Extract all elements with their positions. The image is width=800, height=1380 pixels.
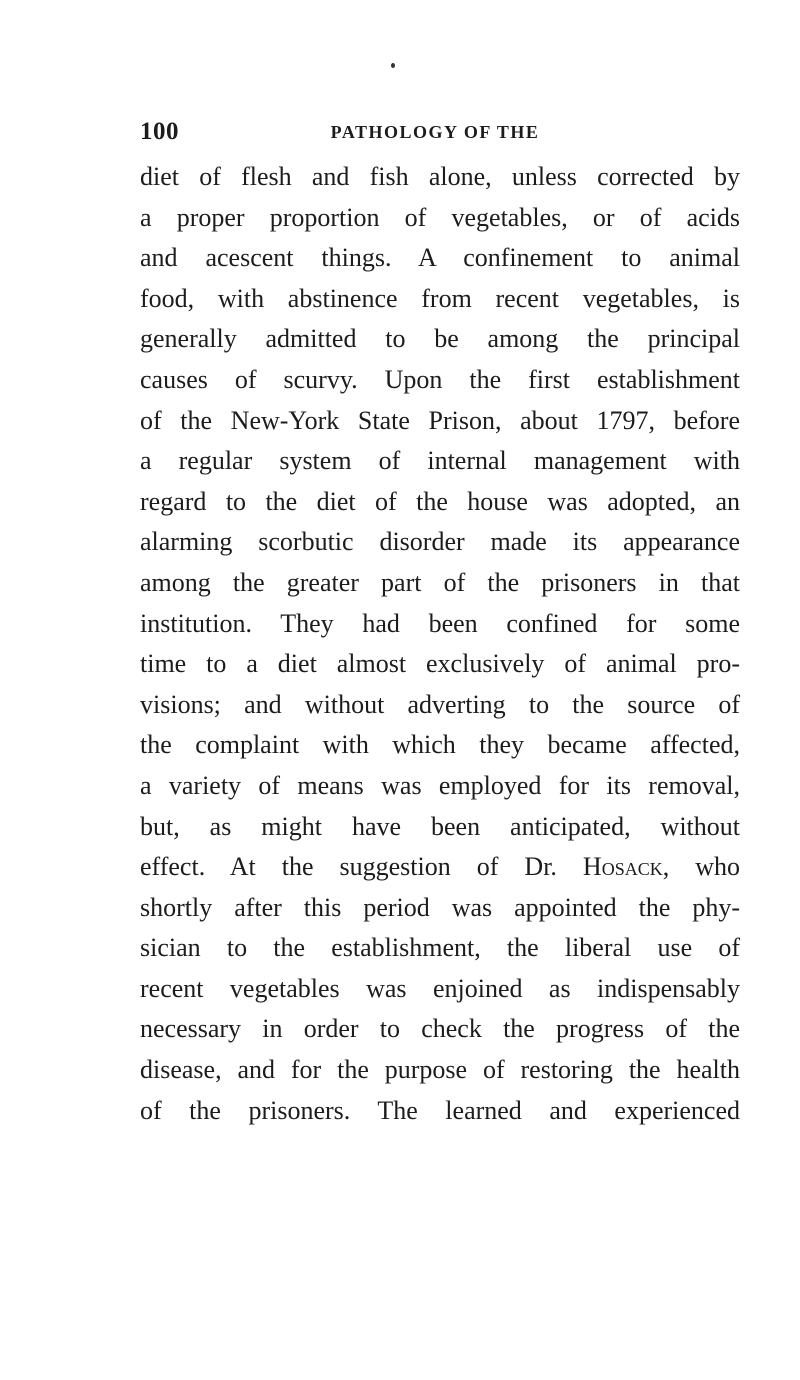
text-line: and acescent things. A confinement to animal (140, 243, 740, 273)
text-line: food, with abstinence from recent vegetables, is (140, 283, 740, 313)
text-line-with-name (140, 847, 740, 888)
text-line: of the New-York State Prison, about 1797, before (140, 405, 740, 435)
text-line: generally admitted to be among the principal (140, 324, 740, 354)
text-line: causes of scurvy. Upon the first establishment (140, 364, 740, 394)
text-line: recent vegetables was enjoined as indispensably (140, 973, 740, 1003)
body-text (140, 157, 740, 1131)
text-line: alarming scorbutic disorder made its appearance (140, 527, 740, 557)
text-line: institution. They had been confined for some (140, 608, 740, 638)
text-line: a variety of means was employed for its removal, (140, 770, 740, 800)
text-line: disease, and for the purpose of restoring the health (140, 1055, 740, 1085)
text-line: time to a diet almost exclusively of animal pro- (140, 649, 740, 679)
running-title: PATHOLOGY OF THE (330, 122, 540, 142)
text-line: a regular system of internal management with (140, 446, 740, 476)
text-line: regard to the diet of the house was adopted, an (140, 486, 740, 516)
person-name-hosack: Hosack (582, 852, 663, 882)
text-line: visions; and without adverting to the source of (140, 689, 740, 719)
ink-speck (391, 63, 395, 68)
page-number: 100 (140, 118, 179, 145)
text-line: shortly after this period was appointed the phy- (140, 892, 740, 922)
text-line: a proper proportion of vegetables, or of acids (140, 202, 740, 232)
text-line: among the greater part of the prisoners in that (140, 567, 740, 597)
text-line: the complaint with which they became affected, (140, 730, 740, 760)
page-header (140, 118, 720, 148)
text-line: diet of flesh and fish alone, unless corrected by (140, 162, 740, 191)
text-line: necessary in order to check the progress of the (140, 1014, 740, 1044)
text-segment: , who (662, 852, 740, 882)
text-line: but, as might have been anticipated, without (140, 811, 740, 841)
text-segment: effect. At the suggestion of Dr. (140, 852, 583, 882)
text-line: of the prisoners. The learned and experienced (140, 1095, 740, 1125)
text-line: sician to the establishment, the liberal use of (140, 933, 740, 963)
